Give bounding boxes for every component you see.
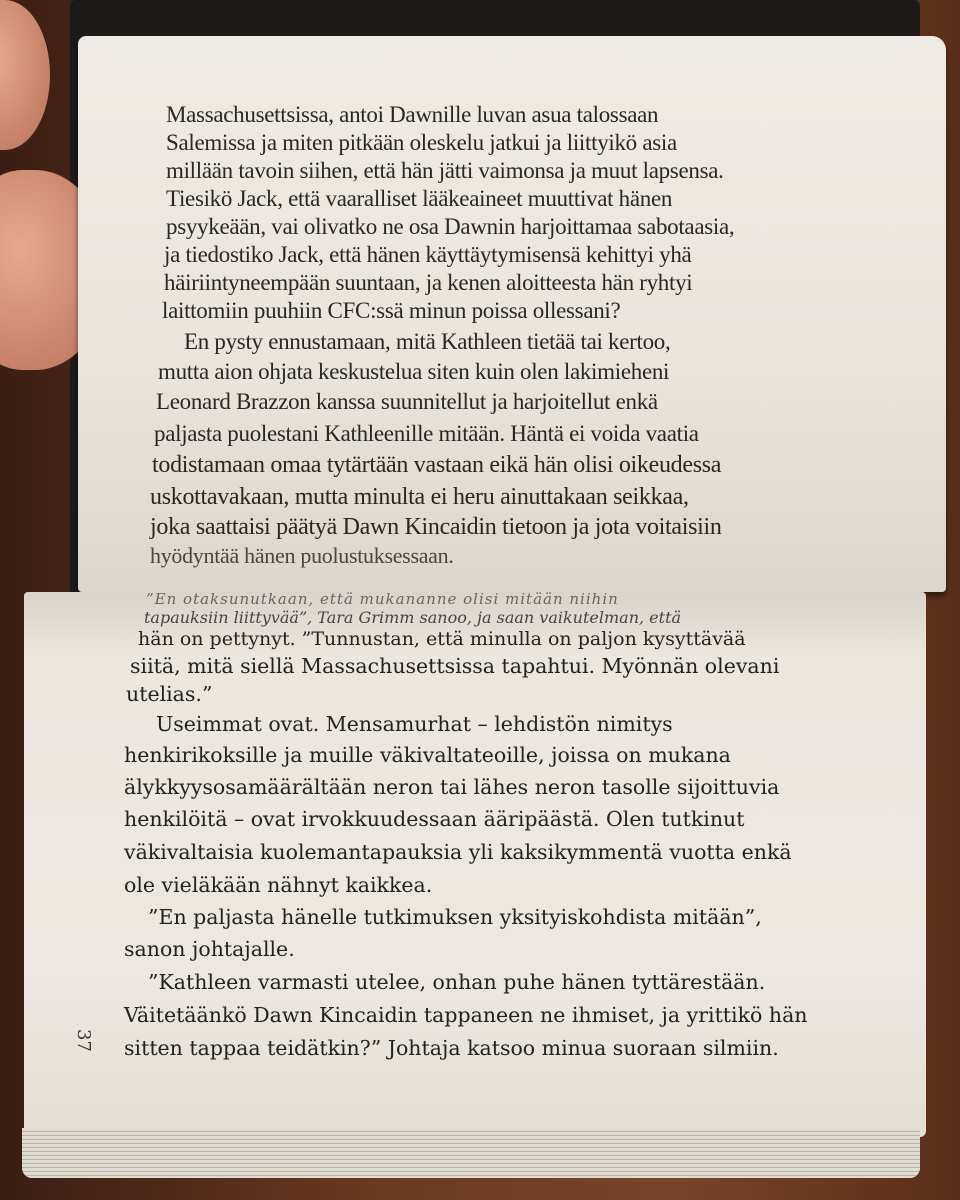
text-line: häiriintyneempään suuntaan, ja kenen aloitteesta hän ryhtyi bbox=[164, 270, 693, 295]
text-line: hyödyntää hänen puolustuksessaan. bbox=[150, 543, 454, 568]
text-line: ”En paljasta hänelle tutkimuksen yksityiskohdista mitään”, bbox=[148, 905, 762, 929]
text-line: ole vieläkään nähnyt kaikkea. bbox=[124, 873, 433, 897]
text-line: Tiesikö Jack, että vaaralliset lääkeaineet muuttivat hänen bbox=[166, 186, 673, 211]
text-line: henkilöitä – ovat irvokkuudessaan ääripäästä. Olen tutkinut bbox=[124, 807, 745, 831]
text-line: Leonard Brazzon kanssa suunnitellut ja harjoitellut enkä bbox=[156, 389, 658, 414]
text-line: ”Kathleen varmasti utelee, onhan puhe hänen tyttärestään. bbox=[148, 970, 766, 994]
text-line: mutta aion ohjata keskustelua siten kuin olen lakimieheni bbox=[158, 359, 670, 384]
text-line: Väitetäänkö Dawn Kincaidin tappaneen ne ihmiset, ja yrittikö hän bbox=[124, 1003, 808, 1027]
text-line: uskottavakaan, mutta minulta ei heru ainuttakaan seikkaa, bbox=[150, 484, 689, 510]
text-line: laittomiin puuhiin CFC:ssä minun poissa ollessani? bbox=[162, 298, 621, 323]
text-line: ”En otaksunutkaan, että mukananne olisi mitään niihin bbox=[146, 590, 619, 608]
text-line: millään tavoin siihen, että hän jätti vaimonsa ja muut lapsensa. bbox=[166, 158, 724, 183]
top-page bbox=[78, 36, 946, 592]
text-line: utelias.” bbox=[126, 682, 213, 706]
page-stack bbox=[22, 1128, 920, 1178]
text-line: henkirikoksille ja muille väkivaltateoille, joissa on mukana bbox=[124, 743, 731, 767]
finger bbox=[0, 0, 50, 150]
text-line: Useimmat ovat. Mensamurhat – lehdistön nimitys bbox=[156, 712, 673, 736]
text-line: sanon johtajalle. bbox=[124, 937, 295, 961]
text-line: älykkyysosamäärältään neron tai lähes neron tasolle sijoittuvia bbox=[124, 775, 780, 799]
text-line: psyykeään, vai olivatko ne osa Dawnin harjoittamaa sabotaasia, bbox=[166, 214, 735, 239]
text-line: hän on pettynyt. ”Tunnustan, että minulla on paljon kysyttävää bbox=[138, 628, 746, 650]
text-line: sitten tappaa teidätkin?” Johtaja katsoo minua suoraan silmiin. bbox=[124, 1036, 779, 1060]
text-line: siitä, mitä siellä Massachusettsissa tapahtui. Myönnän olevani bbox=[130, 654, 780, 678]
text-line: ja tiedostiko Jack, että hänen käyttäytymisensä kehittyi yhä bbox=[164, 242, 692, 267]
page-number: 37 bbox=[72, 1029, 94, 1052]
text-line: En pysty ennustamaan, mitä Kathleen tietää tai kertoo, bbox=[184, 329, 671, 354]
text-line: todistamaan omaa tytärtään vastaan eikä hän olisi oikeudessa bbox=[152, 452, 722, 478]
text-line: Massachusettsissa, antoi Dawnille luvan asua talossaan bbox=[166, 102, 659, 127]
text-line: Salemissa ja miten pitkään oleskelu jatkui ja liittyikö asia bbox=[166, 130, 677, 155]
text-line: joka saattaisi päätyä Dawn Kincaidin tietoon ja jota voitaisiin bbox=[150, 514, 722, 540]
text-line: tapauksiin liittyvää”, Tara Grimm sanoo, ja saan vaikutelman, että bbox=[144, 608, 682, 627]
bottom-page bbox=[24, 592, 926, 1137]
text-line: väkivaltaisia kuolemantapauksia yli kaksikymmentä vuotta enkä bbox=[124, 840, 792, 864]
text-line: paljasta puolestani Kathleenille mitään. Häntä ei voida vaatia bbox=[154, 421, 699, 446]
